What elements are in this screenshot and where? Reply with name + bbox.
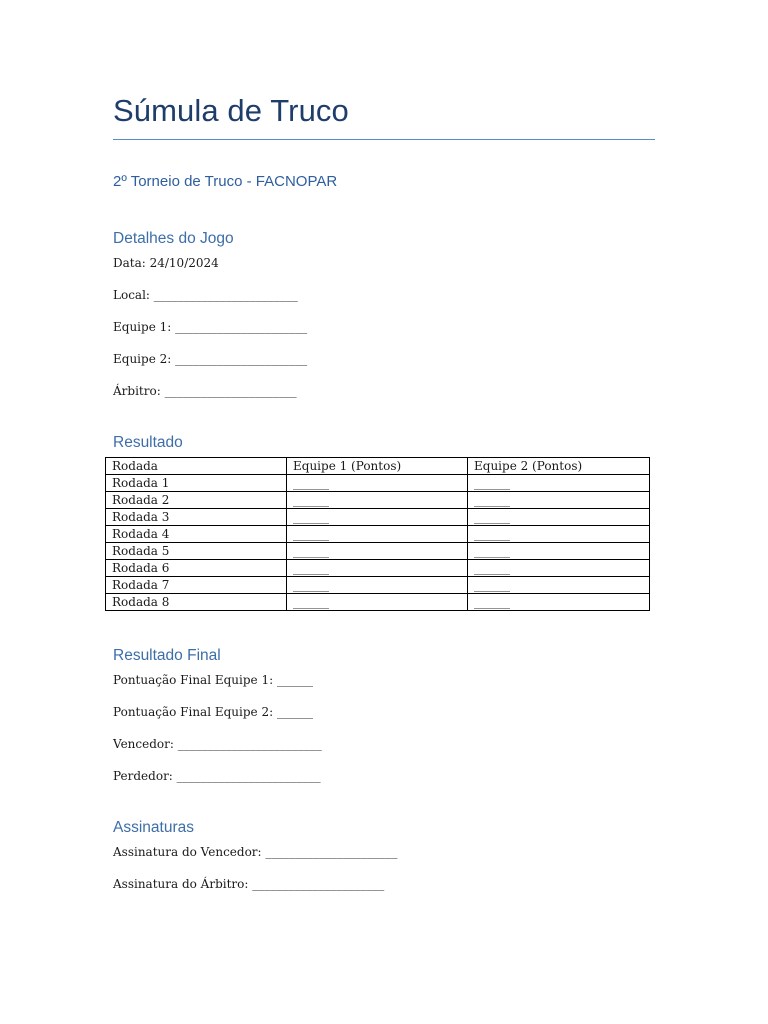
team2-score-blank: ______ <box>468 577 650 594</box>
column-header-equipe1: Equipe 1 (Pontos) <box>287 458 468 475</box>
table-row <box>106 526 650 543</box>
team2-score-blank: ______ <box>468 492 650 509</box>
detail-referee-line: Árbitro: ______________________ <box>113 384 297 398</box>
team1-score-blank: ______ <box>287 475 468 492</box>
team1-score-blank: ______ <box>287 543 468 560</box>
round-label: Rodada 2 <box>106 492 287 509</box>
team2-score-blank: ______ <box>468 543 650 560</box>
referee-signature-line: Assinatura do Árbitro: ______________________ <box>113 877 385 891</box>
team2-score-blank: ______ <box>468 475 650 492</box>
detail-local-line: Local: ________________________ <box>113 288 298 302</box>
section-heading-assinaturas: Assinaturas <box>113 819 194 836</box>
round-label: Rodada 1 <box>106 475 287 492</box>
tournament-subtitle: 2º Torneio de Truco - FACNOPAR <box>113 173 338 190</box>
team1-score-blank: ______ <box>287 560 468 577</box>
section-heading-resultado: Resultado <box>113 434 183 451</box>
round-label: Rodada 4 <box>106 526 287 543</box>
table-row <box>106 509 650 526</box>
section-heading-detalhes: Detalhes do Jogo <box>113 230 234 247</box>
winner-line: Vencedor: ________________________ <box>113 737 322 751</box>
team1-score-blank: ______ <box>287 492 468 509</box>
title-divider <box>113 139 655 140</box>
team2-score-blank: ______ <box>468 594 650 611</box>
round-label: Rodada 7 <box>106 577 287 594</box>
detail-team2-line: Equipe 2: ______________________ <box>113 352 308 366</box>
round-label: Rodada 3 <box>106 509 287 526</box>
loser-line: Perdedor: ________________________ <box>113 769 321 783</box>
team2-score-blank: ______ <box>468 509 650 526</box>
detail-team1-line: Equipe 1: ______________________ <box>113 320 308 334</box>
round-label: Rodada 5 <box>106 543 287 560</box>
final-score-team1-line: Pontuação Final Equipe 1: ______ <box>113 673 313 687</box>
column-header-rodada: Rodada <box>106 458 287 475</box>
table-row <box>106 577 650 594</box>
round-label: Rodada 6 <box>106 560 287 577</box>
table-row <box>106 543 650 560</box>
team1-score-blank: ______ <box>287 526 468 543</box>
column-header-equipe2: Equipe 2 (Pontos) <box>468 458 650 475</box>
section-heading-resultado-final: Resultado Final <box>113 647 221 664</box>
winner-signature-line: Assinatura do Vencedor: ______________________ <box>113 845 398 859</box>
team2-score-blank: ______ <box>468 560 650 577</box>
document-title: Súmula de Truco <box>113 93 349 128</box>
final-score-team2-line: Pontuação Final Equipe 2: ______ <box>113 705 313 719</box>
team2-score-blank: ______ <box>468 526 650 543</box>
table-row <box>106 492 650 509</box>
team1-score-blank: ______ <box>287 594 468 611</box>
table-row <box>106 594 650 611</box>
round-label: Rodada 8 <box>106 594 287 611</box>
round-scores-table <box>105 457 650 611</box>
table-row <box>106 475 650 492</box>
team1-score-blank: ______ <box>287 577 468 594</box>
team1-score-blank: ______ <box>287 509 468 526</box>
detail-date-line: Data: 24/10/2024 <box>113 256 219 270</box>
table-row <box>106 560 650 577</box>
table-header-row <box>106 458 650 475</box>
